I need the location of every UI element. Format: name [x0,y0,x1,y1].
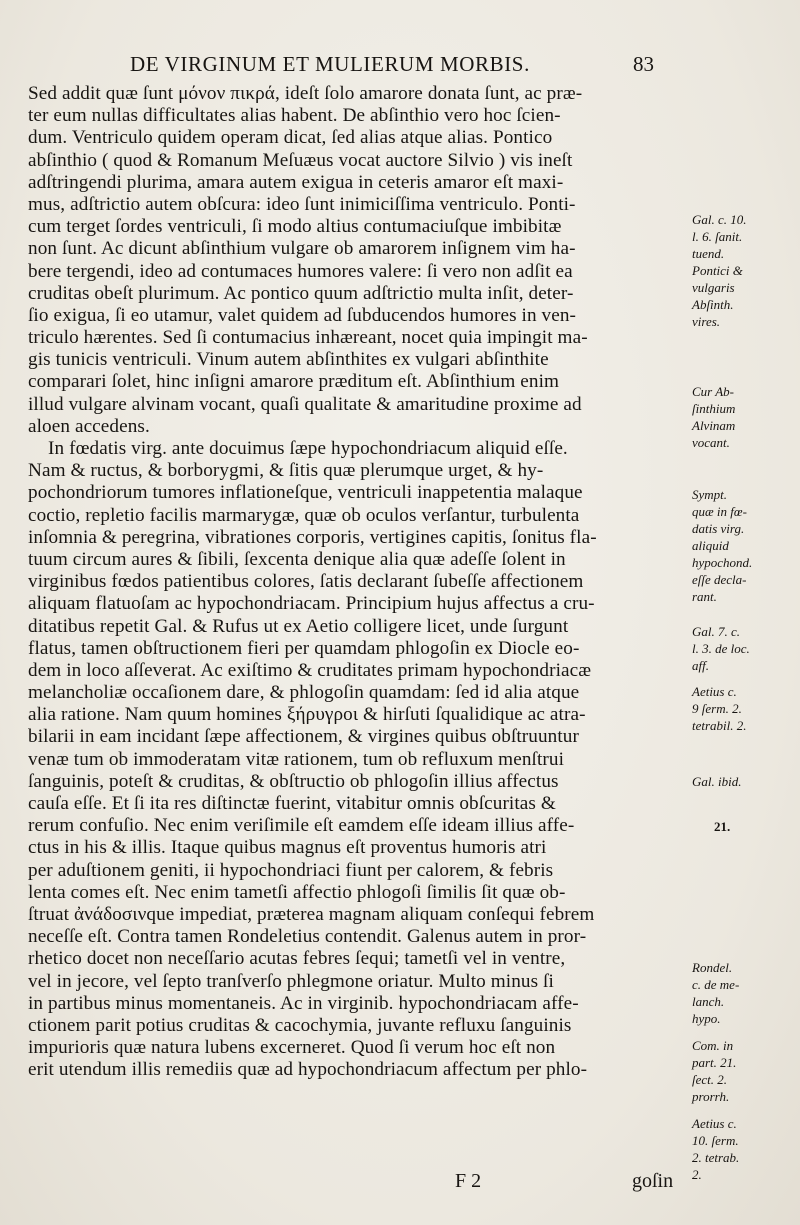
text-line: triculo hærentes. Sed ſi contumacius inhæreant, nocet quia impingit ma- [28,327,588,349]
text-line: vel in jecore, vel ſepto tranſverſo phlegmone oriatur. Multo minus ſi [28,970,554,992]
margin-note: hypochond. [692,555,753,570]
text-line: adſtringendi plurima, amara autem exigua in ceteris amaror eſt maxi- [28,171,564,193]
text-line: ditatibus repetit Gal. & Rufus ut ex Aetio colligere licet, unde ſurgunt [28,615,569,637]
margin-note: Rondel. [692,960,733,975]
catchword: goſin [632,1170,674,1192]
text-line: bilarii in eam incidant ſæpe affectionem, & virgines quibus obſtruuntur [28,726,579,748]
text-line: lenta comes eſt. Nec enim tametſi affectio phlogoſi ſimilis ſit quæ ob- [28,881,566,903]
text-line: melancholiæ occaſionem dare, & phlogoſin quamdam: ſed id alia atque [28,682,580,704]
margin-note: l. 3. de loc. [692,641,750,656]
text-line: cum terget ſordes ventriculi, ſi modo altius contumaciuſque imbibitæ [28,216,562,238]
margin-note: Gal. c. 10. [692,212,747,227]
text-line: cruditas obeſt plurimum. Ac pontico quum adſtrictio multa inſit, deter- [28,282,574,304]
margin-note: vires. [692,314,721,329]
text-line: aloen accedens. [28,415,150,437]
margin-note: rant. [692,589,717,604]
margin-note: quæ in fœ- [692,504,747,519]
text-line: illud vulgare alvinam vocant, quaſi qualitate & amaritudine proxime ad [28,393,582,415]
margin-note: prorrh. [692,1089,730,1104]
margin-note: Sympt. [692,487,728,502]
text-line: alia ratione. Nam quum homines ξήρυγροι & hirſuti ſqualidique ac atra- [28,704,586,726]
text-line: ſio exigua, ſi eo utamur, valet quidem ad ſubducendos humores in ven- [28,304,577,326]
text-line: virginibus fœdos patientibus colores, ſatis declarant ſubeſſe affectionem [28,571,584,593]
page-footer [0,1170,800,1200]
text-line: aliquam flatuoſam ac hypochondriacam. Principium hujus affectus a cru- [28,593,595,615]
page-number: 83 [633,52,654,76]
margin-note: vocant. [692,435,730,450]
text-line: dem in loco aſſeverat. Ac exiſtimo & cruditates primam hypochondriacæ [28,659,592,681]
text-line: impurioris quæ natura lubens excerneret. Quod ſi verum hoc eſt non [28,1037,556,1059]
text-line: pochondriorum tumores inflationeſque, ventriculi inappetentia malaque [28,482,583,504]
margin-note: l. 6. ſanit. [692,229,743,244]
margin-note: Pontici & [692,263,743,278]
text-line: venæ tum ob immoderatam vitæ rationem, tum ob refluxum menſtrui [28,748,564,770]
margin-note: ſect. 2. [692,1072,728,1087]
text-line: mus, adſtrictio autem obſcura: ideo ſunt inimiciſſima ventriculo. Ponti- [28,193,576,215]
margin-note: hypo. [692,1011,721,1026]
margin-note: c. de me- [692,977,740,992]
text-line: In fœdatis virg. ante docuimus ſæpe hypochondriacum aliquid eſſe. [48,438,568,459]
page-header [130,52,690,82]
margin-note: aliquid [692,538,729,553]
text-line: Nam & ructus, & borborygmi, & ſitis quæ plerumque urget, & hy- [28,460,544,482]
margin-note: vulgaris [692,280,735,295]
text-line: comparari ſolet, hinc inſigni amarore præditum eſt. Abſinthium enim [28,371,560,393]
margin-note: eſſe decla- [692,572,747,587]
margin-note: 9 ſerm. 2. [692,701,742,716]
margin-note: 2. [692,1167,702,1182]
text-line: dum. Ventriculo quidem operam dicat, ſed alias atque alias. Pontico [28,127,553,149]
text-line: bere tergendi, ideo ad contumaces humores valere: ſi vero non adſit ea [28,260,573,282]
text-line: flatus, tamen obſtructionem fieri per quamdam phlogoſin ex Diocle eo- [28,637,580,659]
margin-note: Abſinth. [692,297,734,312]
text-line: rerum confuſio. Nec enim veriſimile eſt eamdem eſſe ideam illius affe- [28,815,575,837]
text-line: in partibus minus momentaneis. Ac in virginib. hypochondriacam affe- [28,992,579,1014]
margin-note: Com. in [692,1038,734,1053]
text-line: cauſa eſſe. Et ſi ita res diſtinctæ fuerint, vitabitur omnis obſcuritas & [28,793,556,814]
text-line: erit utendum illis remediis quæ ad hypochondriacum affectum per phlo- [28,1059,588,1081]
margin-note: ſinthium [692,401,736,416]
text-line: per aduſtionem geniti, ii hypochondriaci fiunt per calorem, & febris [28,859,554,881]
margin-note: Cur Ab- [692,384,735,399]
text-line: ctionem parit potius cruditas & cacochymia, juvante refluxu ſanguinis [28,1014,572,1036]
margin-note: Aetius c. [692,1116,737,1131]
running-title: DE VIRGINUM ET MULIERUM MORBIS. [130,52,530,76]
text-line: non ſunt. Ac dicunt abſinthium vulgare ob amarorem inſignem vim ha- [28,238,576,260]
margin-note: Gal. ibid. [692,774,742,789]
margin-note: tuend. [692,246,725,261]
margin-note: 2. tetrab. [692,1150,740,1165]
text-line: inſomnia & peregrina, vibrationes corporis, vertigines capitis, ſonitus fla- [28,526,597,548]
margin-note: 21. [714,819,731,834]
margin-note: part. 21. [692,1055,737,1070]
body-text [28,83,688,1081]
text-line: ter eum nullas difficultates alias habent. De abſinthio vero hoc ſcien- [28,105,561,127]
text-line: neceſſe eſt. Contra tamen Rondeletius contendit. Galenus autem in pror- [28,926,587,948]
signature-mark: F 2 [455,1170,482,1192]
margin-note: lanch. [692,994,725,1009]
text-line: tuum circum aures & ſibili, ſexcenta denique alia quæ adeſſe ſolent in [28,548,566,570]
text-line: ſanguinis, poteſt & cruditas, & obſtructio ob phlogoſin illius affectus [28,770,559,792]
margin-note: datis virg. [692,521,745,536]
text-line: coctio, repletio facilis marmarygæ, quæ ob oculos verſantur, turbulenta [28,504,580,526]
text-line: ſtruat ἀνάδοσινque impediat, præterea magnam aliquam conſequi febrem [28,903,595,925]
text-line: rhetico docet non neceſſario acutas febres ſequi; tametſi vel in ventre, [28,948,566,970]
margin-note: Gal. 7. c. [692,624,741,639]
margin-note: 10. ſerm. [692,1133,739,1148]
margin-note: aff. [692,658,709,673]
text-line: ctus in his & illis. Itaque quibus magnus eſt proventus humoris atri [28,837,547,859]
margin-note: tetrabil. 2. [692,718,747,733]
text-line: Sed addit quæ ſunt μόνον πικρά, ideſt ſolo amarore donata ſunt, ac præ- [28,83,583,104]
margin-note: Aetius c. [692,684,737,699]
margin-note: Alvinam [692,418,736,433]
text-line: abſinthio ( quod & Romanum Meſuæus vocat auctore Silvio ) vis ineſt [28,149,573,171]
text-line: gis tunicis ventriculi. Vinum autem abſinthites ex vulgari abſinthite [28,349,549,371]
